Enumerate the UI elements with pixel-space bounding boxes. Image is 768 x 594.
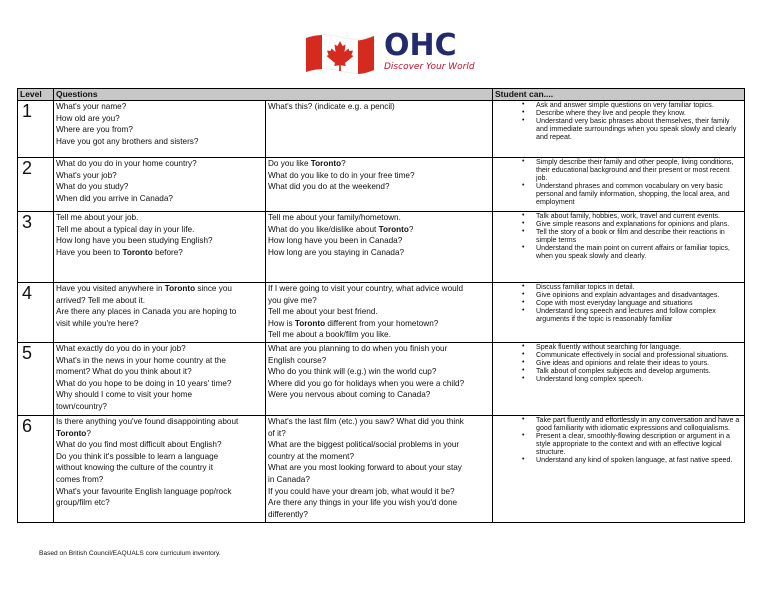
question-line: How long have you been studying English?: [56, 236, 213, 246]
list-item: • Describe where they live and people they know.: [493, 109, 741, 117]
question-line: country at the moment?: [268, 451, 355, 461]
question-line: What's your favourite English language pop/rock: [56, 486, 232, 496]
questions-left: [54, 212, 266, 283]
list-item: • Talk about of complex subjects and develop arguments.: [493, 367, 741, 375]
list-item: • Speak fluently without searching for language.: [493, 343, 741, 351]
question-line: Do you like Toronto?: [268, 159, 346, 168]
table-row: [18, 101, 745, 158]
question-line: What exactly do you do in your job?: [56, 344, 186, 353]
question-line: Are there any places in Canada you are hoping to: [56, 307, 237, 317]
questions-left: [54, 283, 266, 343]
question-line: What do you hope to be doing in 10 years' time?: [56, 378, 232, 388]
questions-right: [266, 101, 493, 158]
canada-flag-icon: [304, 32, 376, 76]
level-number: 2: [18, 158, 54, 212]
level-number: 3: [18, 212, 54, 283]
questions-left: [54, 158, 266, 212]
question-line: What do you like to do in your free time?: [268, 170, 415, 180]
question-line: What's the last film (etc.) you saw? What did you think: [268, 417, 464, 426]
question-line: Is there anything you've found disappointing about: [56, 417, 239, 426]
list-item: • Understand very basic phrases about themselves, their family and immediate surroundings when you speak slowly and clearly and repeat.: [493, 117, 741, 141]
question-line: What do you like/dislike about Toronto?: [268, 224, 414, 234]
ohc-logo: [304, 28, 475, 78]
question-line: What's your job?: [56, 170, 117, 180]
question-line: arrived? Tell me about it.: [56, 295, 146, 305]
questions-right: [266, 416, 493, 523]
question-line: If I were going to visit your country, what advice would: [268, 284, 464, 293]
question-line: Were you nervous about coming to Canada?: [268, 390, 431, 400]
table-row: [18, 416, 745, 523]
question-line: without knowing the culture of the country it: [56, 463, 214, 473]
question-line: Why should I come to visit your home: [56, 390, 193, 400]
questions-right: [266, 212, 493, 283]
header-questions: Questions: [54, 89, 493, 101]
list-item: • Take part fluently and effortlessly in any conversation and have a good familiarity with idiomatic expressions and colloquialisms.: [493, 416, 741, 432]
questions-left: [54, 101, 266, 158]
question-line: comes from?: [56, 474, 104, 484]
table-row: [18, 343, 745, 416]
student-can-list: [493, 158, 745, 212]
question-line: Tell me about your job.: [56, 213, 139, 222]
questions-right: [266, 343, 493, 416]
question-line: Who do you think will (e.g.) win the world cup?: [268, 367, 437, 377]
question-line: Have you been to Toronto before?: [56, 247, 183, 257]
question-line: town/country?: [56, 401, 107, 411]
question-line: Where are you from?: [56, 125, 133, 135]
list-item: • Communicate effectively in social and professional situations.: [493, 351, 741, 359]
question-line: What do you study?: [56, 182, 129, 192]
question-line: Toronto?: [56, 428, 91, 438]
list-item: • Discuss familiar topics in detail.: [493, 283, 741, 291]
question-line: What did you do at the weekend?: [268, 182, 390, 192]
curriculum-table: [17, 88, 745, 523]
question-line: you give me?: [268, 295, 317, 305]
question-line: Tell me about your best friend.: [268, 307, 378, 317]
level-number: 6: [18, 416, 54, 523]
questions-left: [54, 416, 266, 523]
question-line: What are you most looking forward to about your stay: [268, 463, 462, 473]
list-item: • Give ideas and opinions and relate their ideas to yours.: [493, 359, 741, 367]
question-line: Tell me about a book/film you like.: [268, 330, 391, 340]
list-item: • Understand the main point on current affairs or familiar topics, when you speak slowly and clearly.: [493, 244, 741, 260]
question-line: Have you got any brothers and sisters?: [56, 136, 199, 146]
question-line: What are you planning to do when you finish your: [268, 344, 448, 353]
question-line: What do you find most difficult about English?: [56, 440, 222, 450]
footer-note: Based on British Council/EAQUALS core curriculum inventory.: [39, 550, 221, 557]
question-line: What's in the news in your home country at the: [56, 355, 226, 365]
question-line: What do you do in your home country?: [56, 159, 197, 168]
list-item: • Present a clear, smoothly-flowing description or argument in a style appropriate to the context and with an effective logical structure.: [493, 432, 741, 456]
question-line: How long are you staying in Canada?: [268, 247, 405, 257]
questions-left: [54, 343, 266, 416]
question-line: English course?: [268, 355, 327, 365]
question-line: in Canada?: [268, 474, 310, 484]
question-line: visit while you're here?: [56, 318, 139, 328]
question-line: How long have you been in Canada?: [268, 236, 403, 246]
questions-right: [266, 158, 493, 212]
question-line: When did you arrive in Canada?: [56, 193, 173, 203]
brand-tagline: Discover Your World: [384, 62, 475, 72]
question-line: Where did you go for holidays when you were a child?: [268, 378, 465, 388]
level-number: 5: [18, 343, 54, 416]
list-item: • Talk about family, hobbies, work, travel and current events.: [493, 212, 741, 220]
questions-right: [266, 283, 493, 343]
table-row: [18, 212, 745, 283]
question-line: Do you think it's possible to learn a language: [56, 451, 219, 461]
level-number: 4: [18, 283, 54, 343]
list-item: • Understand any kind of spoken language, at fast native speed.: [493, 456, 741, 464]
header-student-can: Student can....: [493, 89, 745, 101]
brand-name: OHC: [384, 28, 457, 63]
student-can-list: [493, 283, 745, 343]
student-can-list: [493, 343, 745, 416]
list-item: • Understand phrases and common vocabulary on very basic personal and family information, shopping, the local area, and employment: [493, 182, 741, 206]
list-item: • Tell the story of a book or film and describe their reactions in simple terms: [493, 228, 741, 244]
question-line: If you could have your dream job, what would it be?: [268, 486, 455, 496]
question-line: What are the biggest political/social problems in your: [268, 440, 460, 450]
question-line: What's your name?: [56, 102, 127, 111]
list-item: • Understand long complex speech.: [493, 375, 741, 383]
question-line: Tell me about a typical day in your life.: [56, 224, 195, 234]
table-header-row: [18, 89, 745, 101]
student-can-list: [493, 212, 745, 283]
list-item: • Give opinions and explain advantages and disadvantages.: [493, 291, 741, 299]
list-item: • Understand long speech and lectures and follow complex arguments if the topic is reasonably familiar: [493, 307, 741, 323]
question-line: of it?: [268, 428, 286, 438]
student-can-list: [493, 101, 745, 158]
header-level: Level: [18, 89, 54, 101]
question-line: How old are you?: [56, 113, 120, 123]
level-number: 1: [18, 101, 54, 158]
question-line: group/film etc?: [56, 498, 110, 508]
question-line: moment? What do you think about it?: [56, 367, 192, 377]
question-line: Are there any things in your life you wish you'd done: [268, 498, 458, 508]
question-line: What's this? (indicate e.g. a pencil): [268, 102, 395, 111]
question-line: Tell me about your family/hometown.: [268, 213, 401, 222]
list-item: • Ask and answer simple questions on very familiar topics.: [493, 101, 741, 109]
question-line: How is Toronto different from your hometown?: [268, 318, 439, 328]
student-can-list: [493, 416, 745, 523]
question-line: Have you visited anywhere in Toronto since you: [56, 284, 232, 293]
table-row: [18, 158, 745, 212]
list-item: • Give simple reasons and explanations for opinions and plans.: [493, 220, 741, 228]
question-line: differently?: [268, 509, 308, 519]
table-row: [18, 283, 745, 343]
list-item: • Simply describe their family and other people, living conditions, their educational background and their present or most recent job.: [493, 158, 741, 182]
list-item: • Cope with most everyday language and situations: [493, 299, 741, 307]
